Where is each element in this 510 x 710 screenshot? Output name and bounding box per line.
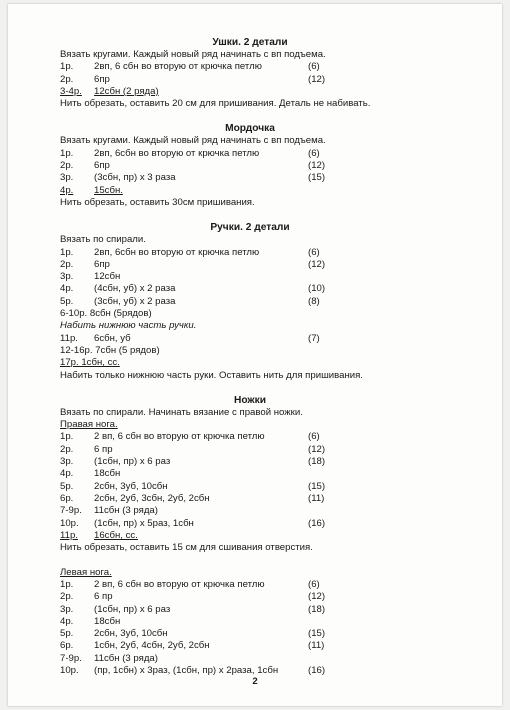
row-line [60,518,440,530]
stitch-count: (11) [308,492,325,504]
row-instruction: 2 вп, 6 сбн во вторую от крючка петлю [94,431,265,443]
row-line [60,591,440,603]
stitch-count: (12) [308,160,326,172]
stitch-count: (8) [308,295,320,307]
row-line [60,481,440,493]
row-line [60,185,440,197]
row-instruction: 2сбн, 2уб, 3сбн, 2уб, 2сбн [94,492,210,504]
row-label: 7-9р. [60,652,82,664]
stitch-count: (18) [308,603,326,615]
stitch-count: (6) [308,246,320,258]
row-instruction: 18сбн [94,468,121,480]
row-label: 4р. [60,184,74,196]
stitch-count: (12) [308,73,326,85]
page-number: 2 [252,676,258,687]
stitch-count: (12) [308,591,326,603]
row-line [60,653,440,665]
row-line [60,431,440,443]
stitch-count: (6) [308,147,320,159]
row-label: 1р. [60,61,74,73]
section [60,36,440,110]
row-line [60,468,440,480]
row-instruction: 6 пр [94,443,113,455]
document-page [8,4,502,706]
row-line [60,604,440,616]
outro-line: Нить обрезать, оставить 20 см для пришивания. Деталь не набивать. [60,98,371,110]
row-label: 5р. [60,295,74,307]
row-label: 2р. [60,258,74,270]
row-instruction: 1сбн, 2уб, 4сбн, 2уб, 2сбн [94,640,210,652]
row-instruction: 18сбн [94,615,121,627]
row-line [60,160,440,172]
section [60,122,440,209]
row-line [60,579,440,591]
note-line: Набить нижнюю часть ручки. [60,320,197,332]
row-instruction: (4сбн, уб) х 2 раза [94,283,176,295]
pattern-text [60,36,440,689]
note-line: 6-10р. 8сбн (5рядов) [60,308,152,320]
stitch-count: (6) [308,578,320,590]
row-instruction: (пр, 1сбн) х 3раз, (1сбн, пр) х 2раза, 1сбн [94,665,279,677]
row-label: 10р. [60,517,79,529]
row-instruction: 2вп, 6 сбн во вторую от крючка петлю [94,61,262,73]
note-line: 12-16р. 7сбн (5 рядов) [60,344,160,356]
row-label: 1р. [60,147,74,159]
row-line [60,259,440,271]
row-instruction: 2сбн, 3уб, 10сбн [94,628,168,640]
intro-line: Вязать по спирали. [60,234,146,246]
row-label: 3-4р. [60,85,82,97]
stitch-count: (6) [308,431,320,443]
row-label: 11р. [60,529,78,541]
row-label: 2р. [60,73,74,85]
row-instruction: 6пр [94,258,110,270]
outro-line: Нить обрезать, оставить 30см пришивания. [60,196,255,208]
row-line [60,444,440,456]
row-instruction: 2 вп, 6 сбн во вторую от крючка петлю [94,578,265,590]
row-label: 2р. [60,160,74,172]
row-label: 6р. [60,492,74,504]
row-line [60,628,440,640]
row-label: 3р. [60,456,74,468]
row-label: 11р. [60,332,78,344]
stitch-count: (16) [308,665,326,677]
stitch-count: (18) [308,456,326,468]
note-line: Правая нога. [60,419,118,431]
stitch-count: (16) [308,517,326,529]
intro-line: Вязать кругами. Каждый новый ряд начинать с вп подъема. [60,49,326,60]
row-instruction: (1сбн, пр) х 5раз, 1сбн [94,517,194,529]
row-line [60,333,440,345]
row-line [60,505,440,517]
blank-line [60,554,440,566]
row-line [60,172,440,184]
section-title: Ножки [233,394,267,406]
row-line [60,530,440,542]
row-label: 3р. [60,271,74,283]
row-label: 3р. [60,172,74,184]
row-instruction: 6пр [94,160,110,172]
row-label: 4р. [60,615,74,627]
row-line [60,493,440,505]
stitch-count: (15) [308,628,326,640]
row-instruction: 6пр [94,73,110,85]
row-instruction: (1сбн, пр) х 6 раз [94,456,171,468]
row-instruction: 2сбн, 3уб, 10сбн [94,480,168,492]
stitch-count: (15) [308,172,326,184]
row-instruction: 15сбн. [94,184,123,196]
stitch-count: (11) [308,640,325,652]
row-line [60,148,440,160]
section-title: Мордочка [225,123,275,135]
row-instruction: 11сбн (3 ряда) [94,652,158,664]
row-label: 1р. [60,431,74,443]
row-instruction: 6 пр [94,591,113,603]
row-label: 4р. [60,283,74,295]
row-line [60,247,440,259]
outro-line: Набить только нижнюю часть руки. Оставить нить для пришивания. [60,369,363,381]
row-instruction: 12сбн (2 ряда) [94,85,159,97]
row-label: 3р. [60,603,74,615]
intro-line: Вязать кругами. Каждый новый ряд начинать с вп подъема. [60,135,326,147]
row-label: 1р. [60,578,74,590]
row-line [60,61,440,73]
note-line: 17р. 1сбн, сс. [60,357,120,369]
section-title: Ручки. 2 детали [210,222,290,234]
row-label: 5р. [60,480,74,492]
row-label: 5р. [60,628,74,640]
row-instruction: (1сбн, пр) х 6 раз [94,603,171,615]
row-label: 2р. [60,443,74,455]
row-line [60,74,440,86]
row-label: 10р. [60,665,79,677]
row-line [60,616,440,628]
stitch-count: (10) [308,283,326,295]
row-label: 2р. [60,591,74,603]
stitch-count: (6) [308,61,320,73]
row-instruction: (3сбн, пр) х 3 раза [94,172,176,184]
stitch-count: (15) [308,480,326,492]
row-line [60,283,440,295]
note-line: Нить обрезать, оставить 15 см для сшивания отверстия. [60,542,313,554]
row-line [60,640,440,652]
row-label: 6р. [60,640,74,652]
row-instruction: 2вп, 6сбн во вторую от крючка петлю [94,147,260,159]
row-label: 7-9р. [60,505,82,517]
section-title: Ушки. 2 детали [212,37,288,48]
row-instruction: 6сбн, уб [94,332,131,344]
row-line [60,271,440,283]
stitch-count: (12) [308,258,326,270]
row-instruction: (3сбн, уб) х 2 раза [94,295,176,307]
note-line: Левая нога. [60,566,112,578]
row-line [60,456,440,468]
row-line [60,296,440,308]
row-label: 1р. [60,246,74,258]
row-instruction: 2вп, 6сбн во вторую от крючка петлю [94,246,260,258]
row-instruction: 11сбн (3 ряда) [94,505,158,517]
stitch-count: (12) [308,443,326,455]
intro-line: Вязать по спирали. Начинать вязание с правой ножки. [60,406,303,418]
stitch-count: (7) [308,332,320,344]
row-label: 4р. [60,468,74,480]
section [60,221,440,382]
row-instruction: 16сбн, сс. [94,529,138,541]
row-instruction: 12сбн [94,271,121,283]
section [60,394,440,678]
row-line [60,86,440,98]
